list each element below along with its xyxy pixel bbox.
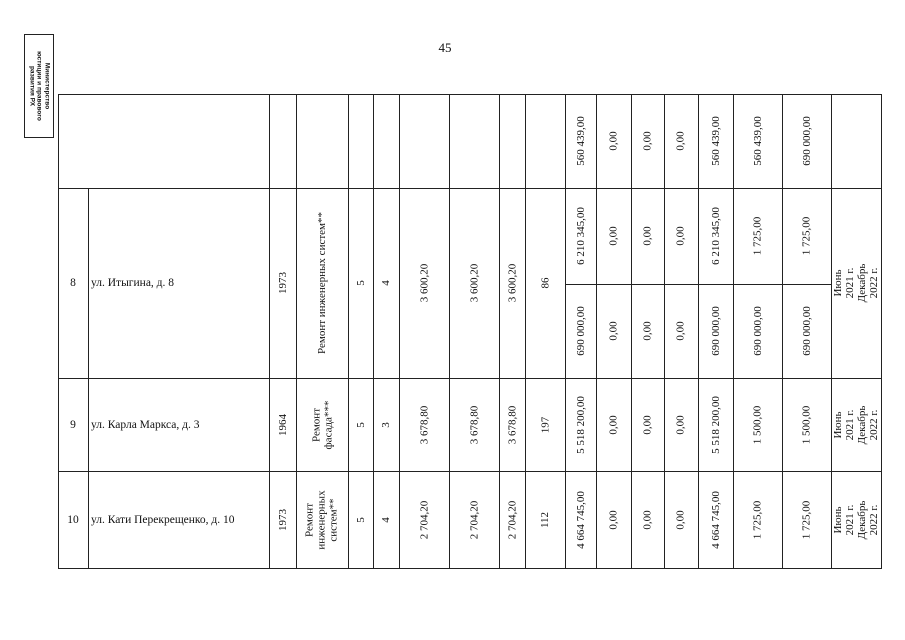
cell-value: 0,00 [641,414,654,435]
cell-value: 0,00 [607,131,620,151]
cell-value: 1 500,00 [800,405,813,444]
cell-value: 690 000,00 [709,306,722,356]
table-cell [348,188,373,378]
table-cell [782,471,831,568]
table-cell [399,471,449,568]
table-cell [269,378,296,471]
table-cell [348,471,373,568]
cell-value: 0,00 [607,414,620,435]
entrances: 4 [380,280,392,286]
table-cell [733,188,782,284]
table-cell [631,284,664,378]
table-cell [631,471,664,568]
row-number: 10 [67,513,79,526]
residents: 112 [539,511,551,528]
table-cell [782,284,831,378]
row-number: 8 [70,277,76,289]
ministry-stamp [24,34,54,138]
area-owned: 3 678,80 [506,405,518,444]
row-number: 9 [70,418,76,431]
table-cell [499,471,525,568]
work-period: Июнь 2021 г. Декабрь 2022 г. [832,405,880,444]
table-cell [782,94,831,188]
floors: 5 [354,516,367,523]
cell-value: 1 500,00 [751,405,764,444]
cell-value: 690 000,00 [800,306,813,356]
area-living: 3 600,20 [468,263,480,303]
table-cell [596,471,631,568]
table-cell [449,471,499,568]
cell-value: 0,00 [641,321,654,341]
table-cell [831,378,881,471]
cell-value: 1 725,00 [800,216,813,256]
table-cell [664,94,698,188]
work-period: Июнь 2021 г. Декабрь 2022 г. [832,500,880,539]
work-type: Ремонт инженерных систем** [316,212,328,354]
cell-value: 0,00 [675,509,687,530]
cell-value: 4 664 745,00 [574,490,587,549]
cell-value: 0,00 [607,509,620,530]
cell-value: 5 518 200,00 [709,395,722,454]
table-cell [565,378,596,471]
table-cell [698,471,733,568]
floors: 5 [354,421,367,428]
table-cell [733,471,782,568]
table-cell [269,471,296,568]
table-cell [525,188,565,378]
build-year: 1964 [276,413,289,436]
entrances: 3 [380,421,392,428]
residents: 197 [539,416,551,433]
table-cell [596,378,631,471]
table-cell [596,284,631,378]
table-cell [565,284,596,378]
build-year: 1973 [276,272,289,294]
table-cell [733,378,782,471]
work-type: Ремонт инженерных систем** [304,489,341,550]
build-year: 1973 [276,508,289,531]
area-owned: 3 600,20 [506,263,518,303]
area-total: 2 704,20 [418,500,430,539]
table-cell [296,188,348,378]
cell-value: 560 439,00 [574,116,587,166]
page-number: 45 [438,40,452,55]
stamp-text [28,51,51,121]
table-cell [631,378,664,471]
cell-value: 0,00 [641,226,654,246]
area-living: 3 678,80 [468,405,480,444]
table-cell [698,284,733,378]
table-cell [499,188,525,378]
cell-value: 6 210 345,00 [709,207,722,265]
table-cell [664,284,698,378]
table-cell [631,94,664,188]
area-owned: 2 704,20 [506,500,518,539]
address: ул. Итыгина, д. 8 [91,277,175,289]
table-cell [733,284,782,378]
table-cell [831,471,881,568]
area-living: 2 704,20 [468,500,480,539]
cell-value: 5 518 200,00 [574,395,587,454]
cell-value: 0,00 [675,226,687,246]
work-type: Ремонт фасада*** [309,400,334,449]
residents: 86 [539,277,551,289]
cell-value: 6 210 345,00 [574,207,587,265]
table-cell [373,188,399,378]
table-cell [698,188,733,284]
table-cell [631,188,664,284]
table-cell [664,471,698,568]
cell-value: 690 000,00 [574,306,587,356]
table-cell [596,188,631,284]
stamp-line: развития РХ [28,65,36,107]
cell-value: 4 664 745,00 [709,490,722,549]
cell-value: 0,00 [675,321,687,341]
address: ул. Кати Перекрещенко, д. 10 [91,513,235,526]
table-cell [664,378,698,471]
area-total: 3 678,80 [418,405,430,444]
cell-value: 1 725,00 [800,500,813,539]
table-cell [525,471,565,568]
stamp-line: юстиции и правового [35,51,43,121]
table-cell [733,94,782,188]
address: ул. Карла Маркса, д. 3 [91,418,200,431]
table-cell [449,188,499,378]
table-cell [831,188,881,378]
table-cell [565,471,596,568]
table-cell [373,378,399,471]
cell-value: 690 000,00 [800,116,813,166]
table-cell [269,188,296,378]
table-cell [296,378,348,471]
table-cell [348,378,373,471]
cell-value: 1 725,00 [751,216,764,256]
cell-value: 0,00 [675,131,687,151]
table-cell [399,188,449,378]
table-border-right [881,94,882,569]
table-cell [782,188,831,284]
table-cell [596,94,631,188]
floors: 5 [354,280,367,286]
cell-value: 0,00 [607,226,620,246]
work-period: Июнь 2021 г. Декабрь 2022 г. [832,263,880,303]
table-cell [565,188,596,284]
table-cell [449,378,499,471]
table-cell [698,378,733,471]
table-cell [782,378,831,471]
entrances: 4 [380,516,392,523]
table-cell [296,471,348,568]
cell-value: 560 439,00 [709,116,722,166]
cell-value: 690 000,00 [751,306,764,356]
table-cell [399,378,449,471]
table-cell [565,94,596,188]
table-cell [698,94,733,188]
cell-value: 0,00 [641,509,654,530]
stamp-line: Министерство [43,62,51,110]
cell-value: 0,00 [607,321,620,341]
table-cell [499,378,525,471]
table-border-bottom [58,568,882,569]
repair-schedule-table [58,94,882,569]
table-cell [664,188,698,284]
table-cell [373,471,399,568]
cell-value: 0,00 [675,414,687,435]
cell-value: 1 725,00 [751,500,764,539]
table-cell [525,378,565,471]
area-total: 3 600,20 [418,263,430,303]
cell-value: 0,00 [641,131,654,151]
cell-value: 560 439,00 [751,116,764,166]
